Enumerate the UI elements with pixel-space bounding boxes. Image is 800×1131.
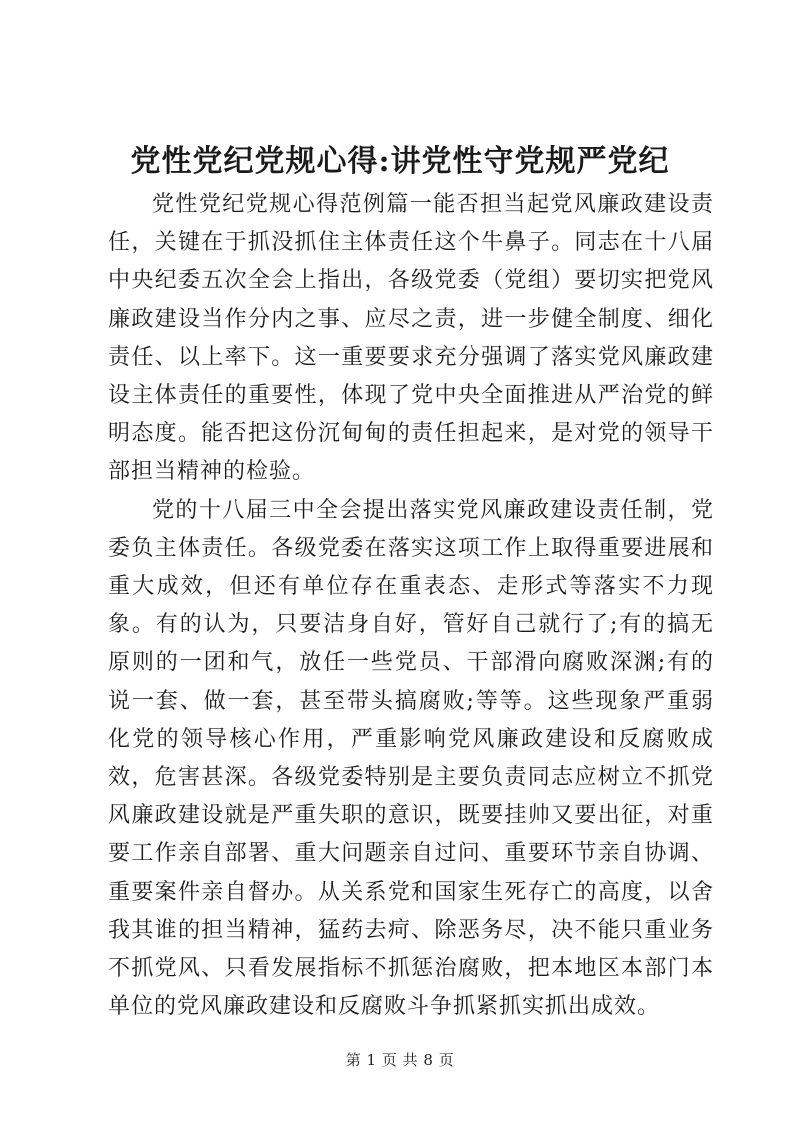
paragraph-1: 党性党纪党规心得范例篇一能否担当起党风廉政建设责任，关键在于抓没抓住主体责任这个牛鼻子。同志在十八届中央纪委五次全会上指出，各级党委（党组）要切实把党风廉政建设当作分内之事、应尽之责，进一步健全制度、细化责任、以上率下。这一重要要求充分强调了落实党风廉政建设主体责任的重要性，体现了党中央全面推进从严治党的鲜明态度。能否把这份沉甸甸的责任担起来，是对党的领导干部担当精神的检验。 (108, 192, 714, 485)
document-title: 党性党纪党规心得:讲党性守党规严党纪 (130, 144, 670, 179)
document-body (108, 186, 714, 1026)
page-footer: 第 1 页 共 8 页 (345, 1051, 455, 1069)
paragraph-2: 党的十八届三中全会提出落实党风廉政建设责任制，党委负主体责任。各级党委在落实这项工作上取得重要进展和重大成效，但还有单位存在重表态、走形式等落实不力现象。有的认为，只要洁身自好，管好自己就行了;有的搞无原则的一团和气，放任一些党员、干部滑向腐败深渊;有的说一套、做一套，甚至带头搞腐败;等等。这些现象严重弱化党的领导核心作用，严重影响党风廉政建设和反腐败成效，危害甚深。各级党委特别是主要负责同志应树立不抓党风廉政建设就是严重失职的意识，既要挂帅又要出征，对重要工作亲自部署、重大问题亲自过问、重要环节亲自协调、重要案件亲自督办。从关系党和国家生死存亡的高度，以舍我其谁的担当精神，猛药去疴、除恶务尽，决不能只重业务不抓党风、只看发展指标不抓惩治腐败，把本地区本部门本单位的党风廉政建设和反腐败斗争抓紧抓实抓出成效。 (108, 497, 714, 1020)
